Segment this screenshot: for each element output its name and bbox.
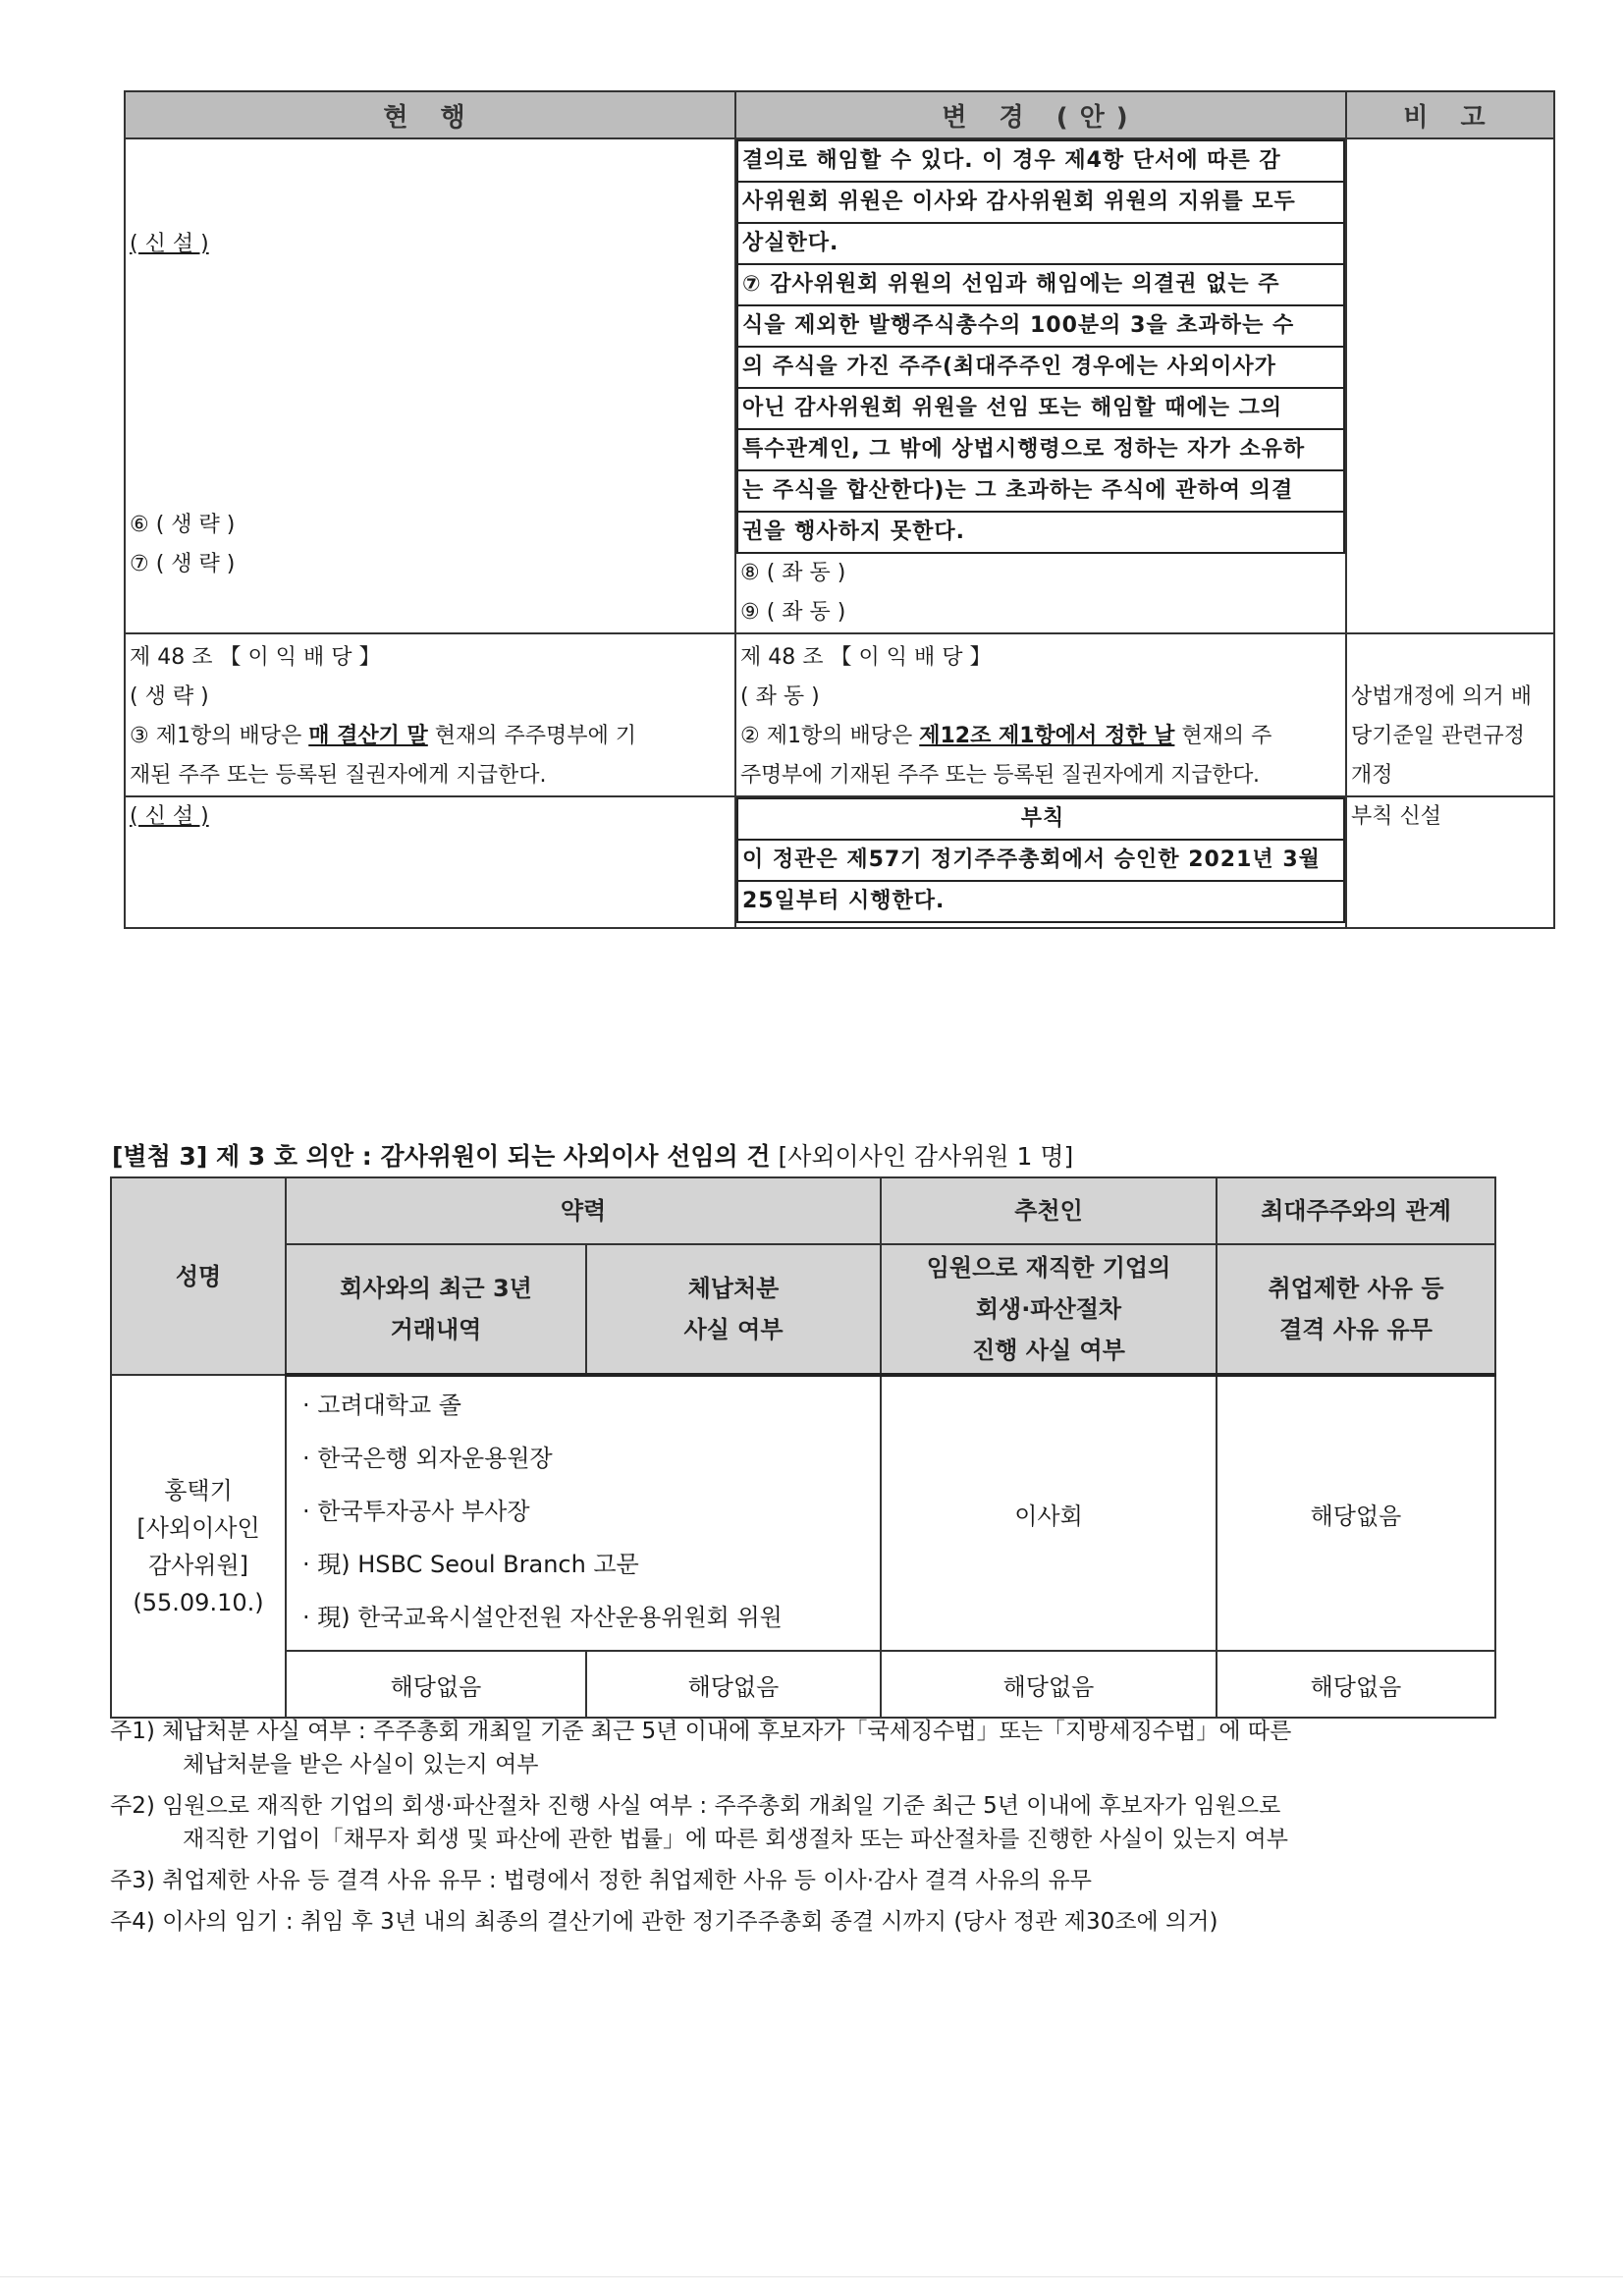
clause-3-text: ③ 제1항의 배당은: [130, 724, 309, 748]
current-column-header: 현 행: [125, 91, 735, 138]
header-line: 취업제한 사유 등: [1268, 1275, 1444, 1302]
proposed-cell: [735, 796, 1346, 928]
new-clause-label: ( 신 설 ): [130, 804, 209, 829]
disqualification-header: [1217, 1244, 1495, 1375]
clause-2-line2: 주명부에 기재된 주주 또는 등록된 질권자에게 지급한다.: [740, 763, 1260, 788]
footnote-3: 주3) 취업제한 사유 등 결격 사유 유무 : 법령에서 정한 취업제한 사유 등 이사·감사 결격 사유의 유무: [110, 1868, 1092, 1893]
note-line: 상법개정에 의거 배: [1351, 684, 1533, 709]
amend-header-row: [125, 91, 1554, 138]
note-cell: [1346, 796, 1554, 928]
career-item: · 現) 한국교육시설안전원 자산운용위원회 위원: [302, 1604, 783, 1631]
amend-row-dividend: [125, 633, 1554, 796]
article-48-title: 제 48 조 【 이 익 배 당 】: [130, 645, 381, 670]
header-line: 임원으로 재직한 기업의: [926, 1254, 1171, 1282]
name-header: 성명: [111, 1177, 286, 1375]
appendix-title: [112, 1137, 1073, 1173]
candidate-row: [111, 1375, 1495, 1651]
candidate-role: [사외이사인: [136, 1513, 260, 1542]
page-bottom-divider: [0, 2276, 1623, 2277]
amend-row-addenda: [125, 796, 1554, 928]
current-cell: [125, 796, 735, 928]
candidate-detail-row: [111, 1651, 1495, 1718]
candidate-name-cell: [111, 1375, 286, 1718]
header-line: 결격 사유 유무: [1279, 1316, 1433, 1343]
proposed-cell: [735, 633, 1346, 796]
footnote-4: 주4) 이사의 임기 : 취임 후 3년 내의 최종의 결산기에 관한 정기주주총회 종결 시까지 (당사 정관 제30조에 의거): [110, 1909, 1218, 1935]
rehabilitation-header: [881, 1244, 1217, 1375]
new-clause-label: ( 신 설 ): [130, 232, 209, 256]
career-item: · 한국투자공사 부사장: [302, 1498, 530, 1525]
candidate-birthdate: (55.09.10.): [133, 1588, 264, 1616]
rehabilitation-cell: 해당없음: [881, 1651, 1217, 1718]
candidate-header-row-1: [111, 1177, 1495, 1244]
footnote-line: 재직한 기업이「채무자 회생 및 파산에 관한 법률」에 따른 회생절차 또는 파산절차를 진행한 사실이 있는지 여부: [183, 1827, 1288, 1852]
amendment-line: ⑦ 감사위원회 위원의 선임과 해임에는 의결권 없는 주: [738, 265, 1343, 306]
note-line: 부칙 신설: [1351, 804, 1442, 829]
amendment-line: 의 주식을 가진 주주(최대주주인 경우에는 사외이사가: [738, 348, 1343, 389]
clause-2-highlight: 제12조 제1항에서 정한 날: [919, 724, 1175, 748]
recommender-cell: 이사회: [881, 1375, 1217, 1651]
addenda-heading: 부칙: [738, 799, 1343, 841]
disqualification-cell: 해당없음: [1217, 1651, 1495, 1718]
article-48-title: 제 48 조 【 이 익 배 당 】: [740, 645, 992, 670]
footnote-2: [110, 1789, 1524, 1856]
candidate-name: 홍택기: [164, 1476, 233, 1504]
candidate-header-row-2: [111, 1244, 1495, 1375]
addenda-line: 이 정관은 제57기 정기주주총회에서 승인한 2021년 3월: [738, 841, 1343, 882]
header-line: 회생·파산절차: [975, 1295, 1122, 1323]
clause-9-same: ⑨ ( 좌 동 ): [740, 600, 846, 625]
omitted-label: ( 생 략 ): [130, 684, 209, 709]
tax-delinquency-cell: 해당없음: [586, 1651, 881, 1718]
amend-row-audit-committee: [125, 138, 1554, 633]
amendment-line: 권을 행사하지 못한다.: [742, 519, 965, 544]
note-cell: [1346, 633, 1554, 796]
footnote-line: 주2) 임원으로 재직한 기업의 회생·파산절차 진행 사실 여부 : 주주총회 개최일 기준 최근 5년 이내에 후보자가 임원으로: [110, 1793, 1281, 1819]
career-item: · 고려대학교 졸: [302, 1392, 461, 1419]
clause-8-same: ⑧ ( 좌 동 ): [740, 561, 846, 585]
clause-2-text: ② 제1항의 배당은: [740, 724, 920, 748]
note-column-header: 비 고: [1346, 91, 1554, 138]
career-header: 약력: [286, 1177, 881, 1244]
appendix-title-main: [별첨 3] 제 3 호 의안 : 감사위원이 되는 사외이사 선임의 건: [112, 1142, 771, 1171]
amendment-line: 는 주식을 합산한다)는 그 초과하는 주식에 관하여 의결: [738, 471, 1343, 513]
clause-3-text-cont: 현재의 주주명부에 기: [427, 724, 637, 748]
proposed-column-header: 변 경 (안): [735, 91, 1346, 138]
current-cell: [125, 633, 735, 796]
header-line: 사실 여부: [683, 1316, 784, 1343]
clause-6-omitted: ⑥ ( 생 략 ): [130, 513, 236, 537]
highlighted-amendment-text: [736, 139, 1345, 554]
relation-cell: 해당없음: [1217, 1375, 1495, 1651]
clause-2-text-cont: 현재의 주: [1174, 724, 1272, 748]
amendment-line: 사위원회 위원은 이사와 감사위원회 위원의 지위를 모두: [738, 183, 1343, 224]
tax-delinquency-header: [586, 1244, 881, 1375]
amendment-line: 결의로 해임할 수 있다. 이 경우 제4항 단서에 따른 감: [738, 141, 1343, 183]
footnotes: [110, 1715, 1524, 1946]
header-line: 거래내역: [390, 1316, 482, 1343]
clause-3-line2: 재된 주주 또는 등록된 질권자에게 지급한다.: [130, 763, 547, 788]
amendment-line: 아닌 감사위원회 위원을 선임 또는 해임할 때에는 그의: [738, 389, 1343, 430]
same-label: ( 좌 동 ): [740, 684, 820, 709]
recommender-header: 추천인: [881, 1177, 1217, 1244]
footnote-line: 체납처분을 받은 사실이 있는지 여부: [183, 1752, 539, 1777]
amendment-line: 상실한다.: [738, 224, 1343, 265]
proposed-cell: [735, 138, 1346, 633]
relation-header: 최대주주와의 관계: [1217, 1177, 1495, 1244]
note-line: 당기준일 관련규정: [1351, 724, 1526, 748]
appendix-title-sub: [사외이사인 감사위원 1 명]: [770, 1142, 1074, 1171]
header-line: 회사와의 최근 3년: [340, 1275, 532, 1302]
footnote-line: 주1) 체납처분 사실 여부 : 주주총회 개최일 기준 최근 5년 이내에 후보자가「국세징수법」또는「지방세징수법」에 따른: [110, 1719, 1292, 1744]
director-candidate-table: [110, 1176, 1496, 1719]
addenda-line: 25일부터 시행한다.: [742, 889, 946, 913]
career-item: · 現) HSBC Seoul Branch 고문: [302, 1551, 639, 1578]
career-item: · 한국은행 외자운용원장: [302, 1445, 553, 1472]
amendment-line: 특수관계인, 그 밖에 상법시행령으로 정하는 자가 소유하: [738, 430, 1343, 471]
header-line: 진행 사실 여부: [972, 1337, 1125, 1364]
candidate-role: 감사위원]: [147, 1551, 249, 1579]
note-cell: [1346, 138, 1554, 633]
note-line: 개정: [1351, 763, 1393, 788]
career-cell: [286, 1375, 881, 1651]
footnote-1: [110, 1715, 1524, 1781]
header-line: 체납처분: [687, 1275, 780, 1302]
transactions-header: [286, 1244, 586, 1375]
transactions-cell: 해당없음: [286, 1651, 586, 1718]
clause-3-highlight: 매 결산기 말: [308, 724, 428, 748]
amendment-line: 식을 제외한 발행주식총수의 100분의 3을 초과하는 수: [738, 306, 1343, 348]
articles-amendment-table: [124, 90, 1555, 929]
addenda-highlighted-text: [736, 797, 1345, 923]
clause-7-omitted: ⑦ ( 생 략 ): [130, 552, 236, 576]
current-cell: [125, 138, 735, 633]
